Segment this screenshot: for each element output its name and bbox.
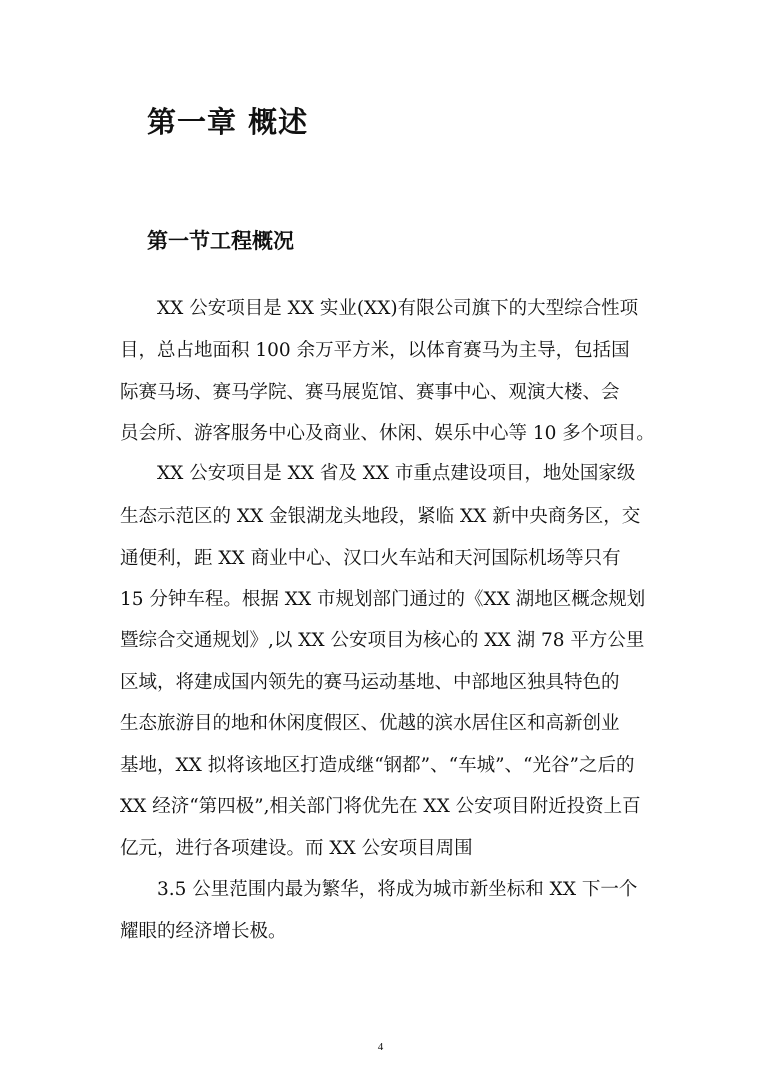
body-line: 生态旅游目的地和休闲度假区、优越的滨水居住区和高新创业 [120,713,620,734]
body-line: 耀眼的经济增长极。 [120,921,287,942]
body-line: 通便利，距 XX 商业中心、汉口火车站和天河国际机场等只有 [120,548,621,569]
body-line: 际赛马场、赛马学院、赛马展览馆、赛事中心、观演大楼、会 [120,382,620,403]
body-line: 3.5 公里范围内最为繁华，将成为城市新坐标和 XX 下一个 [157,879,638,900]
body-line: 员会所、游客服务中心及商业、休闲、娱乐中心等 10 多个项目。 [120,423,655,444]
body-line: 基地，XX 拟将该地区打造成继“钢都”、“车城”、“光谷”之后的 [120,755,635,776]
body-line: 15 分钟车程。根据 XX 市规划部门通过的《XX 湖地区概念规划 [120,589,646,610]
page-number: 4 [377,1041,384,1053]
body-line: XX 公安项目是 XX 实业(XX)有限公司旗下的大型综合性项 [157,298,639,319]
chapter-title: 第一章 概述 [147,105,309,139]
body-line: 区域，将建成国内领先的赛马运动基地、中部地区独具特色的 [120,672,620,693]
body-line: XX 经济“第四极”,相关部门将优先在 XX 公安项目附近投资上百 [120,796,641,817]
section-title: 第一节工程概况 [147,228,294,253]
body-line: 生态示范区的 XX 金银湖龙头地段，紧临 XX 新中央商务区，交 [120,506,641,527]
body-line: XX 公安项目是 XX 省及 XX 市重点建设项目，地处国家级 [157,463,636,484]
body-line: 暨综合交通规划》,以 XX 公安项目为核心的 XX 湖 78 平方公里 [120,630,645,651]
body-line: 目，总占地面积 100 余万平方米，以体育赛马为主导，包括国 [120,340,630,361]
body-line: 亿元，进行各项建设。而 XX 公安项目周围 [120,838,473,859]
